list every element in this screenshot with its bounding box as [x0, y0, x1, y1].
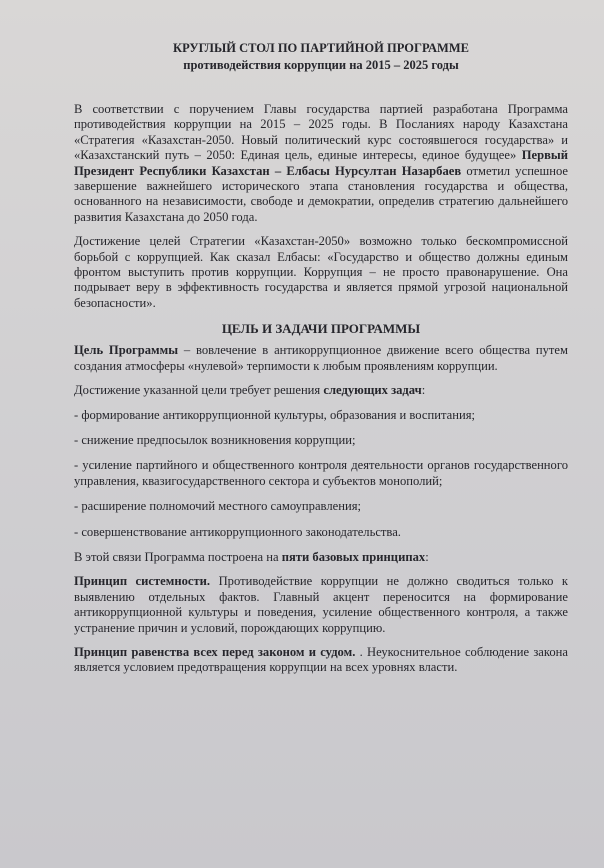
tasks-intro-end: :: [421, 383, 426, 398]
goal-text: – вовлечение в антикоррупционное движение всего общества путем создания атмосферы «нулевой» терпимости к любым проявлениям коррупции.: [74, 343, 568, 373]
principles-intro-bold: пяти базовых принципах: [281, 549, 426, 564]
goal-label: Цель Программы: [74, 343, 179, 358]
principle-equality-text: . Неукоснительное соблюдение закона является условием предотвращения коррупции на всех уровнях власти.: [74, 644, 568, 675]
section-heading-goals: ЦЕЛЬ И ЗАДАЧИ ПРОГРАММЫ: [221, 321, 421, 337]
principles-intro-text: В этой связи Программа построена на: [74, 549, 279, 564]
intro-text: В соответствии с поручением Главы государства партией разработана Программа противодействия коррупции на 2015 – 2025 годы. В Посланиях народу Казахстана «Стратегия «Казахстан-2050. Новый политический курс состоявшегося государства» и «Казахстанский путь – 2050: Единая цель, единые интересы, единое будущее»: [74, 102, 568, 163]
principles-intro: [74, 550, 568, 565]
intro-text-rest: отметил успешное завершение важнейшего исторического этапа становления государства и общества, основанного на независимости, свободе и демократии, определив стратегию дальнейшего развития Казахстана до 2050 года.: [74, 163, 568, 224]
task-item: - расширение полномочий местного самоуправления;: [74, 499, 361, 514]
intro-paragraph-1: [74, 102, 568, 225]
task-item: - усиление партийного и общественного контроля деятельности органов государственного управления, квазигосударственного сектора и субъектов монополий;: [74, 458, 568, 488]
tasks-intro-text: Достижение указанной цели требует решения: [74, 383, 321, 398]
principle-equality: [74, 645, 568, 676]
document-content: [74, 40, 568, 685]
principle-equality-label: Принцип равенства всех перед законом и судом.: [74, 644, 356, 659]
goal-paragraph: [74, 343, 568, 374]
task-item: - формирование антикоррупционной культуры, образования и воспитания;: [74, 407, 475, 422]
principle-systemic: [74, 574, 568, 636]
document-subtitle: противодействия коррупции на 2015 – 2025 годы: [183, 58, 459, 72]
principles-intro-end: :: [425, 549, 429, 564]
tasks-intro-bold: следующих задач: [323, 383, 422, 398]
principle-systemic-label: Принцип системности.: [74, 574, 211, 589]
tasks-intro: [74, 383, 568, 398]
document-title: КРУГЛЫЙ СТОЛ ПО ПАРТИЙНОЙ ПРОГРАММЕ: [173, 41, 469, 55]
intro-paragraph-2: Достижение целей Стратегии «Казахстан-2050» возможно только бескомпромиссной борьбой с коррупцией. Как сказал Елбасы: «Государство и общество должны единым фронтом выступить против коррупции. Коррупция – не просто правонарушение. Она подрывает веру в эффективность государства и является прямой угрозой национальной безопасности».: [74, 234, 568, 310]
task-item: - совершенствование антикоррупционного законодательства.: [74, 524, 401, 539]
task-item: - снижение предпосылок возникновения коррупции;: [74, 432, 356, 447]
principle-systemic-text: Противодействие коррупции не должно сводиться только к выявлению отдельных фактов. Главный акцент переносится на формирование антикоррупционной культуры и поведения, усиление общественного контроля, а также устранение причин и условий, порождающих коррупцию.: [74, 574, 568, 635]
intro-bold-name: Первый Президент Республики Казахстан – Елбасы Нурсултан Назарбаев: [74, 148, 568, 178]
